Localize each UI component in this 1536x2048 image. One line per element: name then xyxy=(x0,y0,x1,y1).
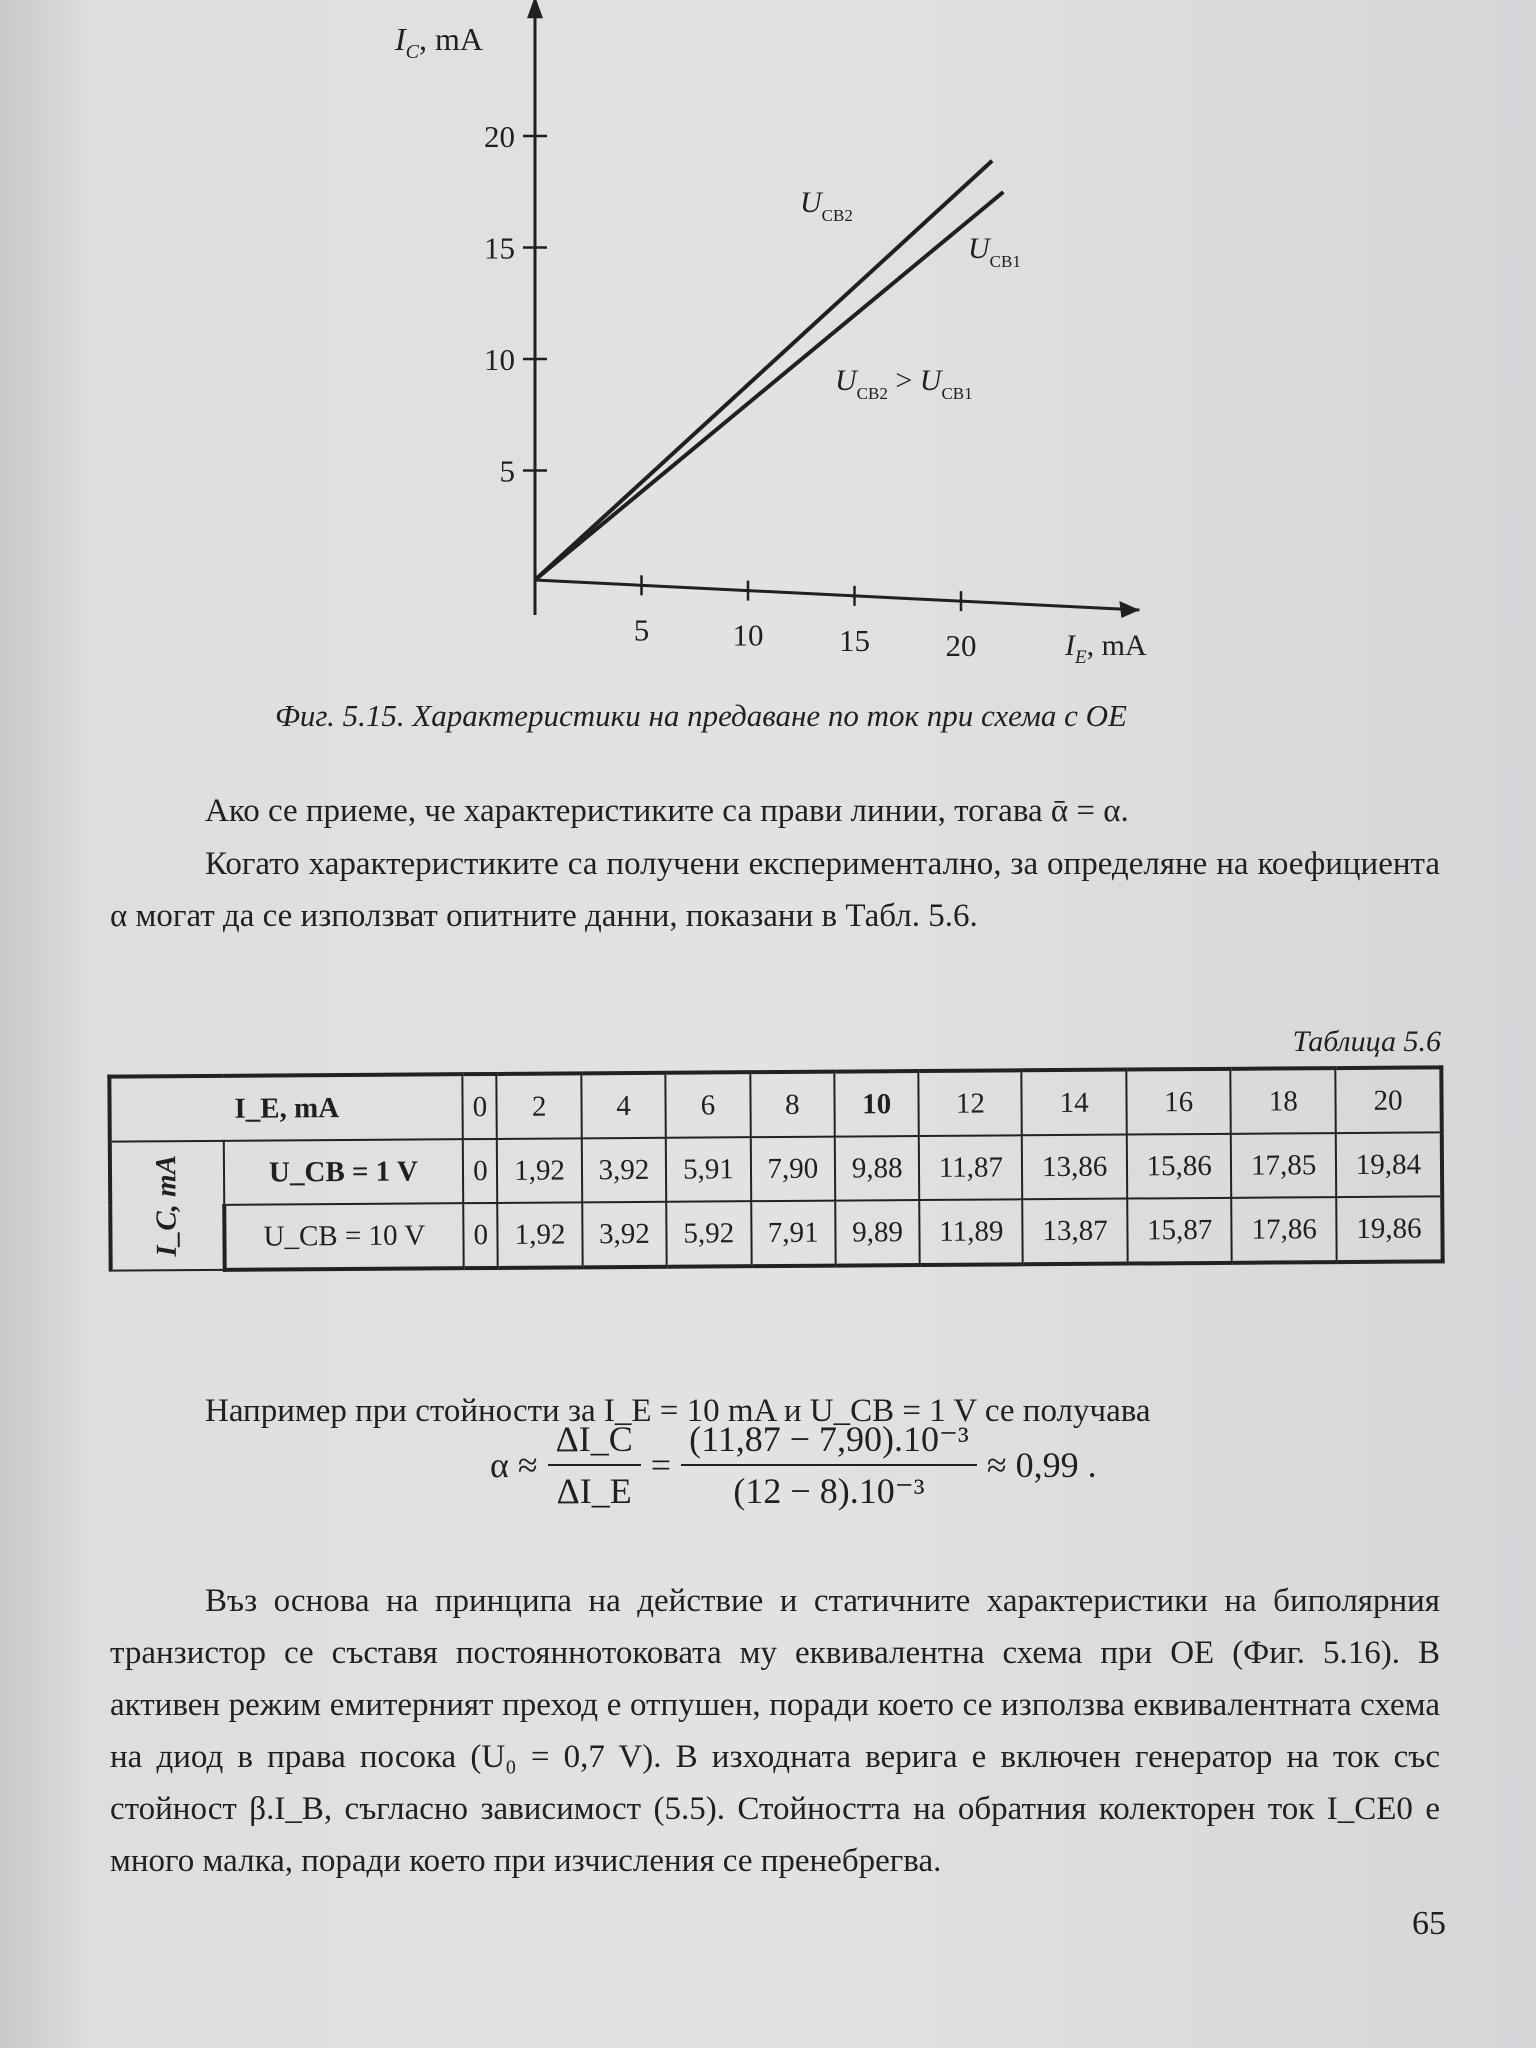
table-col-1: 2 xyxy=(497,1073,582,1139)
y-tick-label-5: 5 xyxy=(499,453,515,489)
formula-equals: = xyxy=(650,1445,672,1485)
x-tick-label-10: 10 xyxy=(732,617,764,653)
table-cell: 9,89 xyxy=(835,1200,920,1266)
figure-caption: Фиг. 5.15. Характеристики на предаване по ток при схема с ОЕ xyxy=(275,698,1127,733)
table-cell: 17,86 xyxy=(1232,1197,1337,1263)
table-side-label: I_C, mA xyxy=(110,1141,224,1271)
table-cell: 9,88 xyxy=(835,1136,920,1201)
table-col-4: 8 xyxy=(750,1072,835,1138)
table-col-9: 18 xyxy=(1231,1068,1336,1134)
paragraph-3: Например при стойности за I_E = 10 mA и U_CB = 1 V се получава xyxy=(205,1393,1151,1429)
table-cell: 0 xyxy=(464,1203,498,1268)
formula-fraction-2 xyxy=(681,1418,977,1512)
table-cell: 11,89 xyxy=(920,1199,1023,1265)
formula-numerator-2: (11,87 − 7,90).10⁻³ xyxy=(681,1418,977,1466)
table-col-7: 14 xyxy=(1022,1070,1127,1136)
data-table xyxy=(107,1065,1444,1272)
table-cell: 0 xyxy=(463,1139,497,1203)
table-cell: 15,86 xyxy=(1127,1134,1232,1199)
y-axis-arrow xyxy=(527,0,543,18)
table-caption: Таблица 5.6 xyxy=(1292,1025,1441,1058)
table-cell: 17,85 xyxy=(1231,1133,1336,1198)
paragraph-4: Въз основа на принципа на действие и статичните характеристики на биполярния транзистор се съставя постояннотоковата му еквивалентна схема при ОЕ (Фиг. 5.16). В активен режим емитерният преход е отпушен, поради което се използва еквивалентната схема на диод в права посока (U₀ = 0,7 V). В изходната верига е включен генератор на ток със стойност β.I_B, съгласно зависимост (5.5). Стойността на обратния колекторен ток I_CE0 е много малка, поради което при изчисления се пренебрегва. xyxy=(110,1583,1440,1879)
formula-denominator-2: (12 − 8).10⁻³ xyxy=(733,1471,925,1511)
table-col-8: 16 xyxy=(1126,1069,1231,1135)
table-cell: 19,84 xyxy=(1336,1132,1442,1197)
y-axis-label: $I_C$, mA xyxy=(395,21,483,63)
table-cell: 7,90 xyxy=(750,1137,835,1202)
table-cell: 11,87 xyxy=(919,1135,1022,1200)
table-cell: 1,92 xyxy=(497,1138,582,1203)
formula-fraction-1 xyxy=(548,1418,641,1512)
table-col-6: 12 xyxy=(919,1070,1022,1136)
formula-numerator-1: ΔI_C xyxy=(548,1418,641,1466)
table-cell: 3,92 xyxy=(582,1202,667,1268)
table-cell: 3,92 xyxy=(582,1138,667,1203)
table-cell: 19,86 xyxy=(1336,1196,1442,1262)
y-tick-label-15: 15 xyxy=(484,230,515,266)
table-cell: 1,92 xyxy=(498,1202,583,1268)
page-number: 65 xyxy=(1412,1905,1446,1942)
formula-lhs: α ≈ xyxy=(490,1445,538,1485)
table-col-2: 4 xyxy=(581,1073,666,1139)
table-row-label: U_CB = 1 V xyxy=(223,1139,463,1205)
table-col-3: 6 xyxy=(666,1072,751,1138)
x-axis xyxy=(535,580,1139,610)
transfer-characteristics-chart xyxy=(320,0,1200,680)
table-cell: 7,91 xyxy=(751,1201,836,1267)
paragraph-2: Когато характеристиките са получени експериментално, за определяне на коефициента α могат да се използват опитните данни, показани в Табл. 5.6. xyxy=(110,846,1440,934)
table-row xyxy=(110,1132,1442,1205)
table-cell: 13,86 xyxy=(1022,1135,1127,1200)
formula-result: ≈ 0,99 . xyxy=(986,1445,1097,1485)
table-row xyxy=(110,1196,1442,1270)
x-axis-label: $I_E$, mA xyxy=(1065,629,1147,668)
table-col-5: 10 xyxy=(834,1071,919,1137)
table-cell: 15,87 xyxy=(1127,1198,1232,1264)
y-tick-label-20: 20 xyxy=(484,119,515,154)
series-label-ucb1: $U_{CB1}$ xyxy=(968,232,1021,271)
table-header-label: I_E, mA xyxy=(109,1074,463,1141)
table-cell: 5,92 xyxy=(666,1201,751,1267)
table-cell: 5,91 xyxy=(666,1137,751,1202)
table-row-label: U_CB = 10 V xyxy=(224,1203,464,1270)
paragraph-1: Ако се приеме, че характеристиките са прави линии, тогава ᾱ = α. xyxy=(205,793,1129,829)
x-tick-label-15: 15 xyxy=(839,622,870,658)
formula-denominator-1: ΔI_E xyxy=(556,1471,632,1511)
table-col-10: 20 xyxy=(1335,1067,1441,1133)
table-cell: 13,87 xyxy=(1023,1199,1128,1265)
series-label-ucb2: $U_{CB2}$ xyxy=(800,186,853,225)
x-axis-arrow xyxy=(1119,601,1139,618)
x-tick-label-20: 20 xyxy=(945,628,977,664)
x-tick-label-5: 5 xyxy=(633,612,650,648)
chart-annotation: $U_{CB2} > U_{CB1}$ xyxy=(835,364,973,403)
y-tick-label-10: 10 xyxy=(484,342,515,377)
table-col-0: 0 xyxy=(463,1074,497,1139)
alpha-formula xyxy=(490,1418,1097,1512)
table-header-row xyxy=(109,1067,1441,1141)
